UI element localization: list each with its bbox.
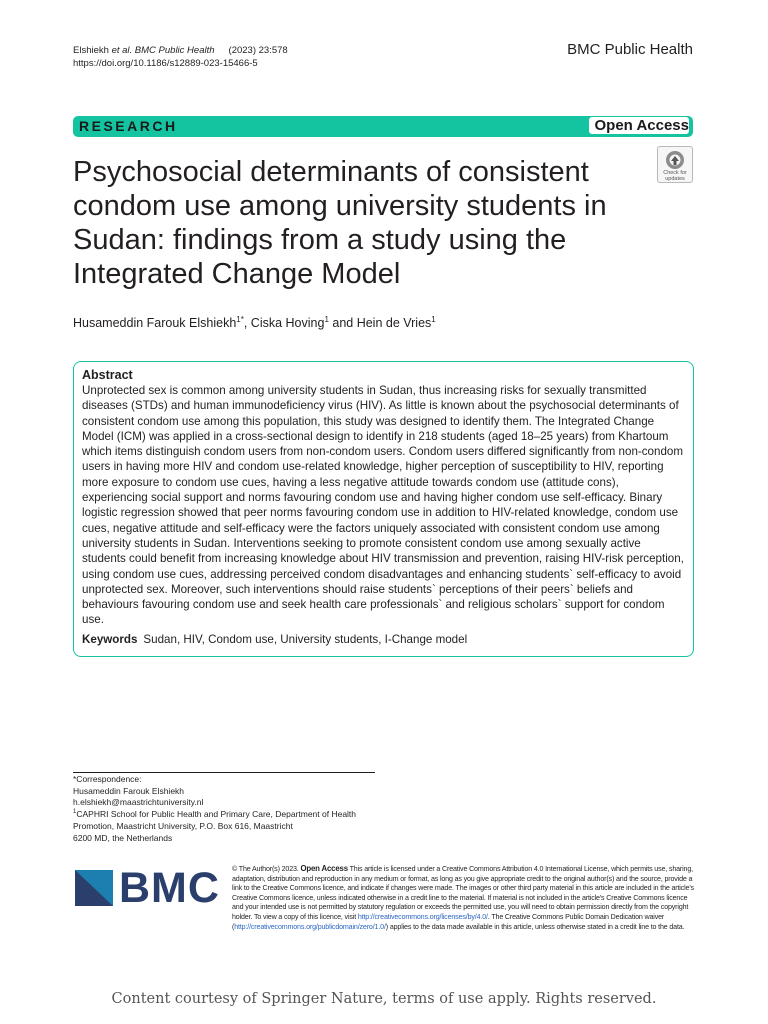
check-for-updates-badge[interactable] (657, 146, 693, 183)
author-affiliation-mark: 1* (236, 314, 244, 324)
license-body-2: . The Creative Commons Public Domain Dedication waiver ( (232, 912, 665, 931)
open-access-label: Open Access (589, 117, 690, 134)
license-body-3: ) applies to the data made available in this article, unless otherwise stated in a credit line to the data. (385, 922, 685, 931)
author-name[interactable]: Ciska Hoving (250, 316, 325, 330)
abstract-text: Unprotected sex is common among university students in Sudan, thus increasing risks for sexually transmitted diseases (STDs) and human immunodeficiency virus (HIV). As little is known about the psychosocial determinants of consistent condom use among this population, this study was designed to identify them. The Integrated Change Model (ICM) was applied in a cross-sectional design to identify in 218 students (aged 18–25 years) from Khartoum which items distinguish condom users from non-condom users. Condom users differed significantly from non-condom users in having more HIV and condom use-related knowledge, higher perception of susceptibility to HIV, reporting more exposure to condom use cues, having a less negative attitude towards condom use (attitude cons), experiencing social support and norms favouring condom use and having higher condom use self-efficacy. Binary logistic regression showed that peer norms favouring condom use in addition to HIV-related knowledge, condom use cues, negative attitude and self-efficacy were the factors uniquely associated with consistent condom use among university students in Sudan. Interventions seeking to promote consistent condom use among sexually active students could benefit from increasing knowledge about HIV transmission and prevention, raising HIV-risk perception, using condom use cues, addressing perceived condom disadvantages and enhancing students` self-efficacy to avoid unprotected sex. Moreover, such interventions should raise students` perceptions of their peers` beliefs and behaviours favouring condom use and seek health care professionals` and religious scholars` support for condom use. (82, 384, 684, 627)
bmc-logo (75, 864, 220, 912)
license-body-1: This article is licensed under a Creative Commons Attribution 4.0 International License, which permits use, sharing, adaptation, distribution and reproduction in any medium or format, as long as you give appropriate credit to the original author(s) and the source, provide a link to the Creative Commons licence, and indicate if changes were made. The images or other third party material in this article are included in the article's Creative Commons licence, unless indicated otherwise in a credit line to the material. If material is not included in the article's Creative Commons licence and your intended use is not permitted by statutory regulation or exceeds the permitted use, you will need to obtain permission directly from the copyright holder. To view a copy of this licence, visit (232, 865, 694, 921)
footnote-divider (73, 772, 375, 773)
abstract-box (73, 361, 694, 657)
citation-author: Elshiekh (73, 45, 112, 56)
author-name[interactable]: Hein de Vries (356, 316, 432, 330)
correspondence-label: *Correspondence: (73, 774, 142, 784)
updates-line-2: updates (665, 176, 685, 182)
author-affiliation-mark: 1 (324, 314, 329, 324)
keywords-line (82, 632, 685, 647)
citation-line (73, 44, 288, 57)
affiliation-line (73, 809, 403, 821)
journal-name: BMC Public Health (567, 41, 693, 58)
author-affiliation-mark: 1 (431, 314, 436, 324)
courtesy-footer: Content courtesy of Springer Nature, terms of use apply. Rights reserved. (111, 991, 657, 1007)
citation-journal: et al. BMC Public Health (111, 45, 215, 56)
article-title: Psychosocial determinants of consistent condom use among university students in Sudan: findings from a study using the Integrated Change Model (73, 156, 607, 290)
correspondence-email[interactable]: h.elshiekh@maastrichtuniversity.nl (73, 797, 204, 808)
affiliation-line-2: Promotion, Maastricht University, P.O. Box 616, Maastricht (73, 820, 293, 831)
license-open-access: Open Access (300, 864, 348, 873)
updates-line-1: Check for (663, 170, 687, 176)
correspondence-name: Husameddin Farouk Elshiekh (73, 785, 185, 796)
correspondence-block (73, 774, 403, 844)
license-text (232, 864, 694, 932)
license-link-zero[interactable]: http://creativecommons.org/publicdomain/zero/1.0/ (234, 922, 386, 931)
bmc-logo-text: BMC (119, 864, 220, 912)
affiliation-line-3: 6200 MD, the Netherlands (73, 832, 173, 843)
author-list (73, 316, 436, 330)
affiliation-text: CAPHRI School for Public Health and Primary Care, Department of Health (76, 809, 357, 820)
author-name[interactable]: Husameddin Farouk Elshiekh (73, 316, 237, 330)
check-for-updates-icon (665, 150, 685, 170)
keywords-list: Sudan, HIV, Condom use, University students, I-Change model (143, 632, 468, 646)
running-header (73, 44, 288, 70)
bmc-logo-mark-icon (75, 870, 113, 906)
abstract-heading: Abstract (82, 368, 133, 382)
author-separator: , (243, 316, 251, 330)
license-copyright: © The Author(s) 2023. (232, 865, 301, 873)
license-link-by[interactable]: http://creativecommons.org/licenses/by/4.0/ (357, 912, 488, 921)
author-separator: and (328, 316, 357, 330)
citation-year: (2023) 23:578 (228, 45, 288, 56)
section-label: RESEARCH (79, 118, 178, 134)
affiliation-mark: 1 (73, 809, 77, 816)
keywords-label: Keywords (82, 632, 138, 646)
research-banner (73, 116, 693, 137)
doi-link[interactable]: https://doi.org/10.1186/s12889-023-15466-5 (73, 58, 258, 69)
